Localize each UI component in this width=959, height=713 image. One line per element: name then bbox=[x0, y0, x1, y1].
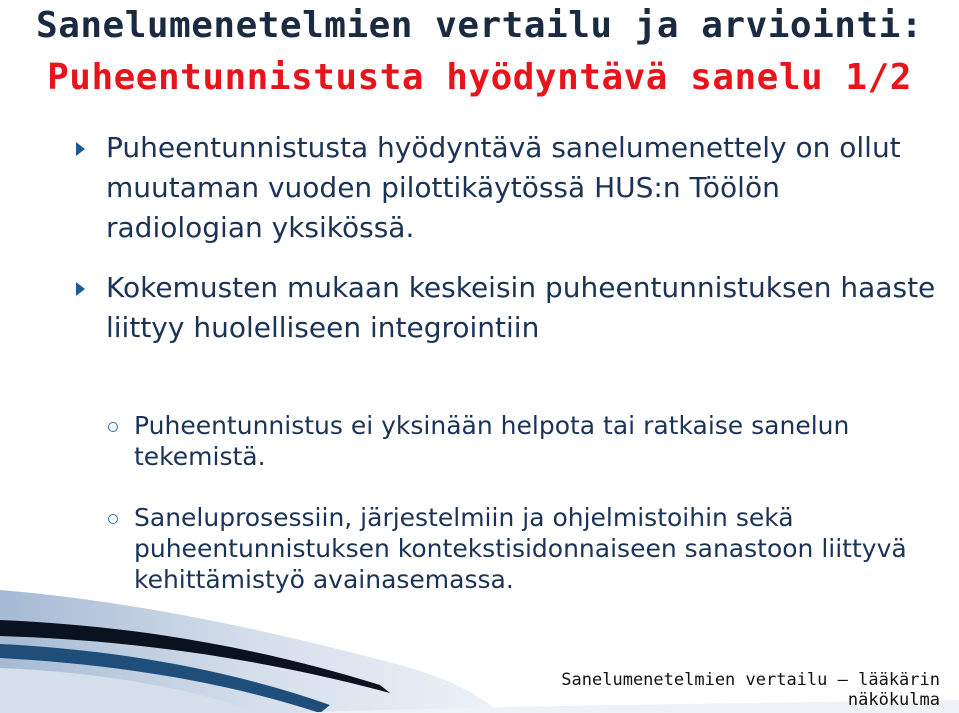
bullet-2-text: Kokemusten mukaan keskeisin puheentunnistuksen haaste liittyy huolelliseen integrointiin bbox=[106, 271, 936, 344]
bullet-2 bbox=[106, 268, 936, 348]
slide-title bbox=[0, 0, 959, 98]
sub-bullet-1-text: Puheentunnistus ei yksinään helpota tai ratkaise sanelun tekemistä. bbox=[134, 411, 850, 471]
slide-footer: Sanelumenetelmien vertailu – lääkärin näkökulma bbox=[561, 670, 940, 710]
slide-title-line-2: Puheentunnistusta hyödyntävä sanelu 1/2 bbox=[47, 57, 912, 98]
bullet-1-text: Puheentunnistusta hyödyntävä sanelumenettely on ollut muutaman vuoden pilottikäytössä HUS:n Töölön radiologian yksikössä. bbox=[106, 131, 901, 244]
sub-bullet-2-text: Saneluprosessiin, järjestelmiin ja ohjelmistoihin sekä puheentunnistuksen kontekstisidonnaiseen sanastoon liittyvä kehittämistyö avainasemassa. bbox=[134, 503, 907, 594]
bullet-1 bbox=[106, 128, 936, 248]
slide-title-line-1: Sanelumenetelmien vertailu ja arviointi: bbox=[36, 5, 923, 46]
circle-bullet-icon bbox=[108, 514, 118, 524]
sub-bullet-1 bbox=[134, 410, 944, 472]
triangle-bullet-icon bbox=[76, 142, 85, 156]
triangle-bullet-icon bbox=[76, 282, 85, 296]
circle-bullet-icon bbox=[108, 422, 118, 432]
